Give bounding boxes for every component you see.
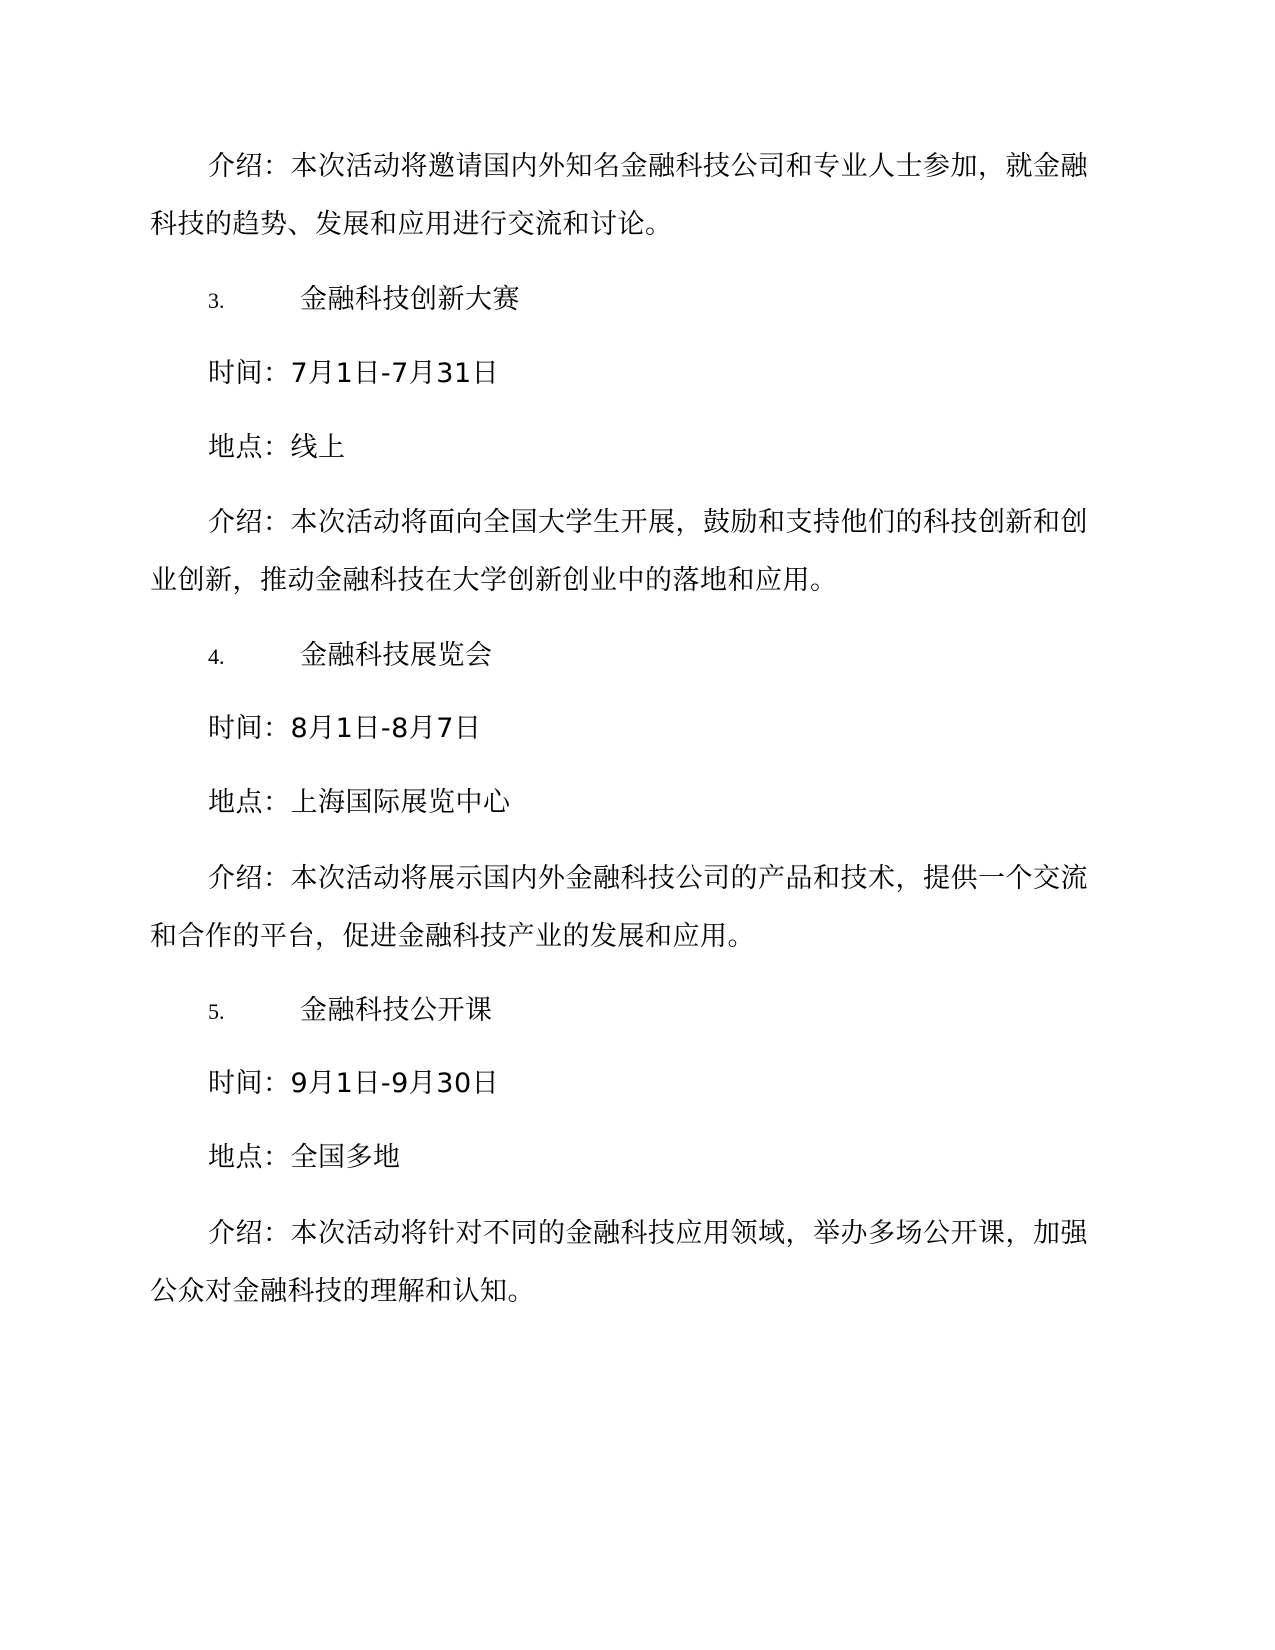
section-4-time: 时间：8月1日-8月7日: [208, 713, 482, 744]
section-4-title: 金融科技展览会: [300, 640, 493, 671]
section-3-time: 时间：7月1日-7月31日: [208, 358, 500, 389]
section-4-heading: [208, 636, 493, 677]
section-5-number: 5.: [208, 999, 225, 1024]
section-5-intro: 介绍：本次活动将针对不同的金融科技应用领域，举办多场公开课，加强公众对金融科技的理解和认知。: [150, 1218, 1088, 1307]
section-3-place: 地点：线上: [208, 432, 346, 463]
section-5-place: 地点：全国多地: [208, 1142, 401, 1173]
section-5-heading: [208, 991, 493, 1032]
section-3-number: 3.: [208, 288, 225, 313]
section-4-number: 4.: [208, 644, 225, 669]
section-4-intro: 介绍：本次活动将展示国内外金融科技公司的产品和技术，提供一个交流和合作的平台，促进金融科技产业的发展和应用。: [150, 863, 1088, 952]
section-4-place: 地点：上海国际展览中心: [208, 787, 511, 818]
section-3-intro: 介绍：本次活动将面向全国大学生开展，鼓励和支持他们的科技创新和创业创新，推动金融科技在大学创新创业中的落地和应用。: [150, 507, 1088, 596]
section-3-heading: [208, 280, 520, 321]
section-5-title: 金融科技公开课: [300, 995, 493, 1026]
section-2-intro: 介绍：本次活动将邀请国内外知名金融科技公司和专业人士参加，就金融科技的趋势、发展和应用进行交流和讨论。: [150, 151, 1088, 240]
section-5-time: 时间：9月1日-9月30日: [208, 1068, 500, 1099]
section-3-title: 金融科技创新大赛: [300, 284, 520, 315]
